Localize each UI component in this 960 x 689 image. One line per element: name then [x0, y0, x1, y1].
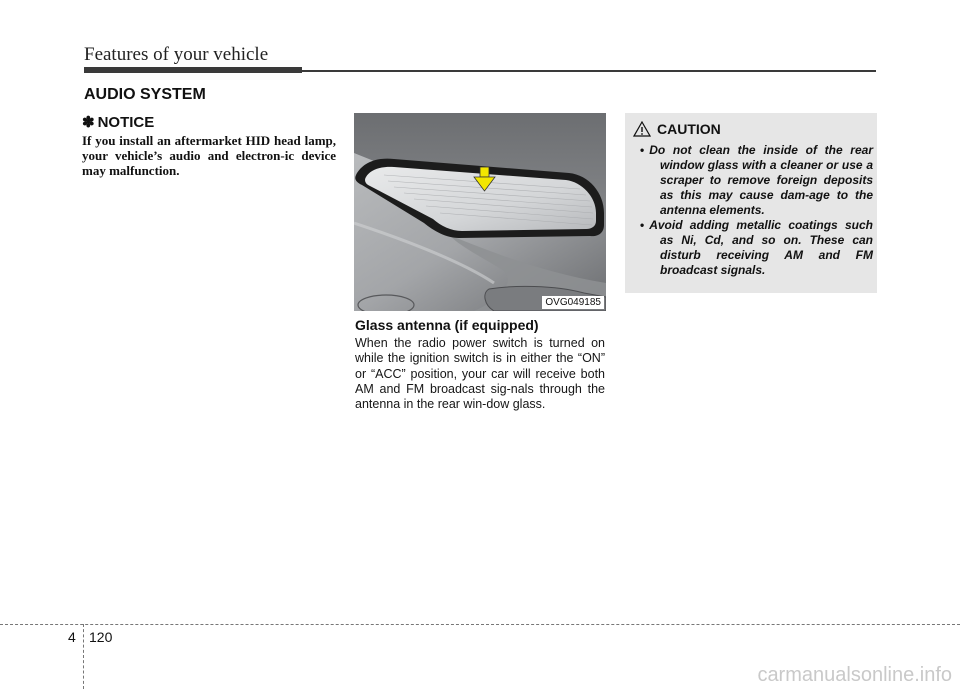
- caution-item: • Avoid adding metallic coatings such as Ni, Cd, and so on. These can disturb receiving AM and FM broadcast signals.: [633, 218, 873, 278]
- header-rule-thick: [84, 67, 302, 73]
- warning-triangle-icon: [633, 121, 651, 137]
- footer-chapter-number: 4: [68, 629, 76, 645]
- notice-star-icon: ✽: [82, 114, 95, 131]
- watermark: carmanualsonline.info: [757, 664, 952, 686]
- header-rule-thin: [300, 70, 876, 72]
- notice-heading: [82, 113, 336, 131]
- car-rear-window-illustration: [354, 113, 606, 311]
- figure-code: OVG049185: [542, 296, 604, 309]
- caution-heading: [633, 121, 721, 137]
- caution-box: [625, 113, 877, 293]
- notice-heading-label: NOTICE: [97, 113, 155, 131]
- glass-antenna-heading: Glass antenna (if equipped): [355, 317, 539, 333]
- notice-box: [82, 113, 336, 178]
- footer-rule: [0, 624, 960, 625]
- footer-divider: [83, 624, 84, 689]
- notice-body: If you install an aftermarket HID head lamp, your vehicle’s audio and electron-ic device may malfunction.: [82, 133, 336, 178]
- header-title: Features of your vehicle: [84, 44, 269, 65]
- caution-heading-label: CAUTION: [657, 121, 721, 137]
- glass-antenna-body: When the radio power switch is turned on while the ignition switch is in either the “ON” or “ACC” position, your car will receive both AM and FM broadcast sig-nals through the antenna in the rear win-dow glass.: [355, 336, 605, 412]
- footer-page-number: 120: [89, 629, 113, 645]
- caution-item: • Do not clean the inside of the rear window glass with a cleaner or use a scraper to remove foreign deposits as this may cause dam-age to the antenna elements.: [633, 143, 873, 218]
- section-title: AUDIO SYSTEM: [84, 86, 206, 103]
- caution-list: [633, 143, 873, 278]
- rear-window-figure: [354, 113, 606, 311]
